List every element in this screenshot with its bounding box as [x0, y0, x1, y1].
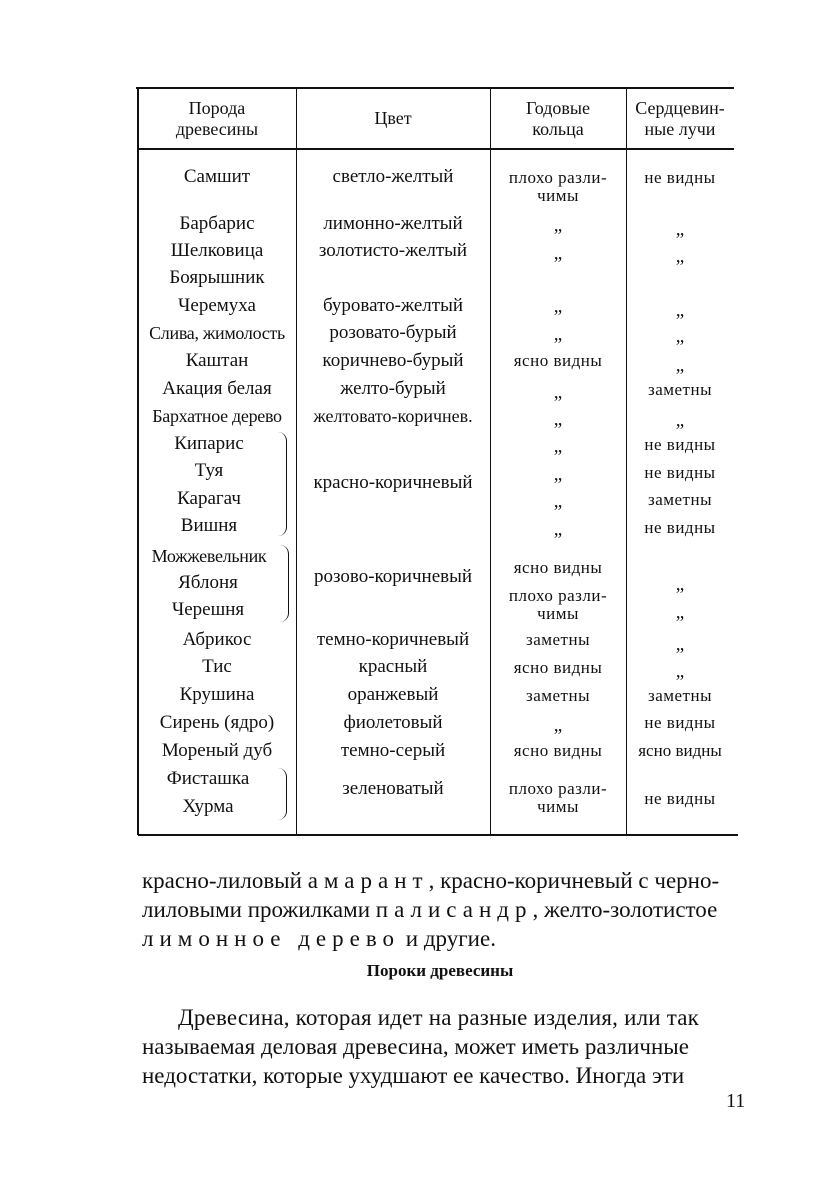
rays-cell: „: [675, 326, 685, 347]
rays-cell: „: [675, 410, 685, 431]
rings-cell: „: [553, 215, 563, 236]
rays-cell: не видны: [644, 463, 716, 482]
paragraph-woods: [142, 866, 742, 953]
color-cell: коричнево-бурый: [322, 350, 464, 371]
paragraph-defects: [142, 1003, 742, 1090]
text-line: недостатки, которые ухудшают ее качество. Иногда эти: [142, 1063, 685, 1088]
header-rings: Годовые кольца: [525, 98, 591, 139]
species-cell: Карагач: [177, 488, 241, 509]
rings-cell: „: [553, 243, 563, 264]
rings-cell: ясно видны: [513, 351, 603, 370]
rings-cell: ясно видны: [513, 658, 603, 677]
rings-cell: „: [553, 715, 563, 736]
species-cell: Черемуха: [178, 295, 256, 316]
rings-cell: „: [553, 436, 563, 457]
color-cell: желтовато-коричнев.: [313, 406, 473, 426]
text-line: Древесина, которая идет на разные изделия, или так: [178, 1005, 700, 1030]
rays-cell: не видны: [644, 789, 716, 808]
color-cell: красно-коричневый: [313, 472, 473, 493]
rings-cell: плохо разли- чимы: [508, 168, 608, 205]
table-header-rule: [138, 148, 734, 150]
rings-cell: „: [553, 296, 563, 317]
rings-cell: заметны: [525, 630, 590, 649]
species-cell: Слива, жимолость: [149, 323, 285, 343]
rays-cell: заметны: [647, 490, 712, 509]
color-cell: красный: [358, 656, 428, 677]
rays-cell: „: [675, 661, 685, 682]
rings-cell: „: [553, 464, 563, 485]
species-cell: Абрикос: [182, 629, 252, 650]
rings-cell: „: [553, 491, 563, 512]
rays-cell: „: [675, 602, 685, 623]
rings-cell: „: [553, 519, 563, 540]
species-cell: Бархатное дерево: [152, 406, 282, 426]
color-cell: зеленоватый: [342, 778, 444, 799]
species-cell: Акация белая: [162, 378, 272, 399]
color-cell: желто-бурый: [340, 378, 446, 399]
rays-cell: „: [675, 355, 685, 376]
color-cell: светло-желтый: [332, 166, 454, 187]
rays-cell: заметны: [647, 380, 712, 399]
group-brace: [278, 768, 287, 820]
species-cell: Самшит: [183, 166, 251, 187]
rings-cell: „: [553, 409, 563, 430]
species-cell: Шелковица: [170, 240, 264, 261]
color-cell: розово-коричневый: [313, 566, 473, 587]
color-cell: буровато-желтый: [322, 295, 463, 316]
table-bottom-rule: [138, 834, 738, 836]
species-cell: Боярышник: [169, 267, 265, 288]
rays-cell: не видны: [644, 168, 716, 187]
rings-cell: плохо разли- чимы: [508, 779, 608, 816]
species-cell: Хурма: [182, 796, 234, 817]
color-cell: лимонно-желтый: [323, 213, 463, 234]
species-cell: Каштан: [185, 350, 249, 371]
species-cell: Фисташка: [166, 768, 250, 789]
color-cell: темно-коричневый: [316, 629, 470, 650]
header-color: Цвет: [374, 108, 412, 128]
text-line: красно-лиловый амарант, красно-коричневый с черно-: [142, 868, 720, 893]
text-line: лиловыми прожилками палисандр, желто-золотистое: [142, 897, 718, 922]
species-cell: Можжевельник: [151, 546, 267, 566]
rays-cell: „: [675, 634, 685, 655]
rays-cell: „: [675, 219, 685, 240]
species-cell: Барбарис: [179, 213, 255, 234]
species-cell: Кипарис: [174, 433, 244, 454]
species-cell: Яблоня: [178, 572, 238, 593]
text-line: лимонное дерево и другие.: [142, 926, 496, 951]
rays-cell: не видны: [644, 435, 716, 454]
page-number: 11: [726, 1090, 746, 1112]
rays-cell: „: [675, 574, 685, 595]
table-top-rule: [136, 87, 734, 89]
rays-cell: заметны: [647, 686, 712, 705]
rays-cell: не видны: [644, 518, 716, 537]
rings-cell: заметны: [525, 686, 590, 705]
color-cell: розовато-бурый: [329, 322, 457, 343]
color-cell: золотисто-желтый: [318, 240, 468, 261]
rays-cell: „: [675, 246, 685, 267]
species-cell: Сирень (ядро): [159, 712, 275, 733]
section-heading: Пороки древесины: [366, 961, 514, 980]
header-species: Порода древесины: [175, 98, 259, 139]
species-cell: Мореный дуб: [161, 740, 273, 761]
text-line: называемая деловая древесина, может иметь различные: [142, 1034, 689, 1059]
rings-cell: ясно видны плохо разли- чимы: [508, 558, 608, 623]
rays-cell: не видны: [644, 713, 716, 732]
species-cell: Вишня: [180, 515, 238, 536]
rings-cell: „: [553, 382, 563, 403]
header-rays: Сердцевин- ные лучи: [635, 98, 725, 139]
species-cell: Туя: [194, 460, 224, 481]
rays-cell: „: [675, 300, 685, 321]
group-brace: [278, 432, 287, 536]
species-cell: Тис: [202, 656, 232, 677]
rings-cell: ясно видны: [513, 741, 603, 760]
color-cell: темно-серый: [340, 740, 446, 761]
group-brace: [280, 545, 289, 622]
color-cell: фиолетовый: [343, 712, 443, 733]
species-cell: Черешня: [171, 599, 245, 620]
rings-cell: „: [553, 324, 563, 345]
rays-cell: ясно видны: [638, 741, 722, 760]
color-cell: оранжевый: [347, 684, 439, 705]
species-cell: Крушина: [179, 684, 255, 705]
